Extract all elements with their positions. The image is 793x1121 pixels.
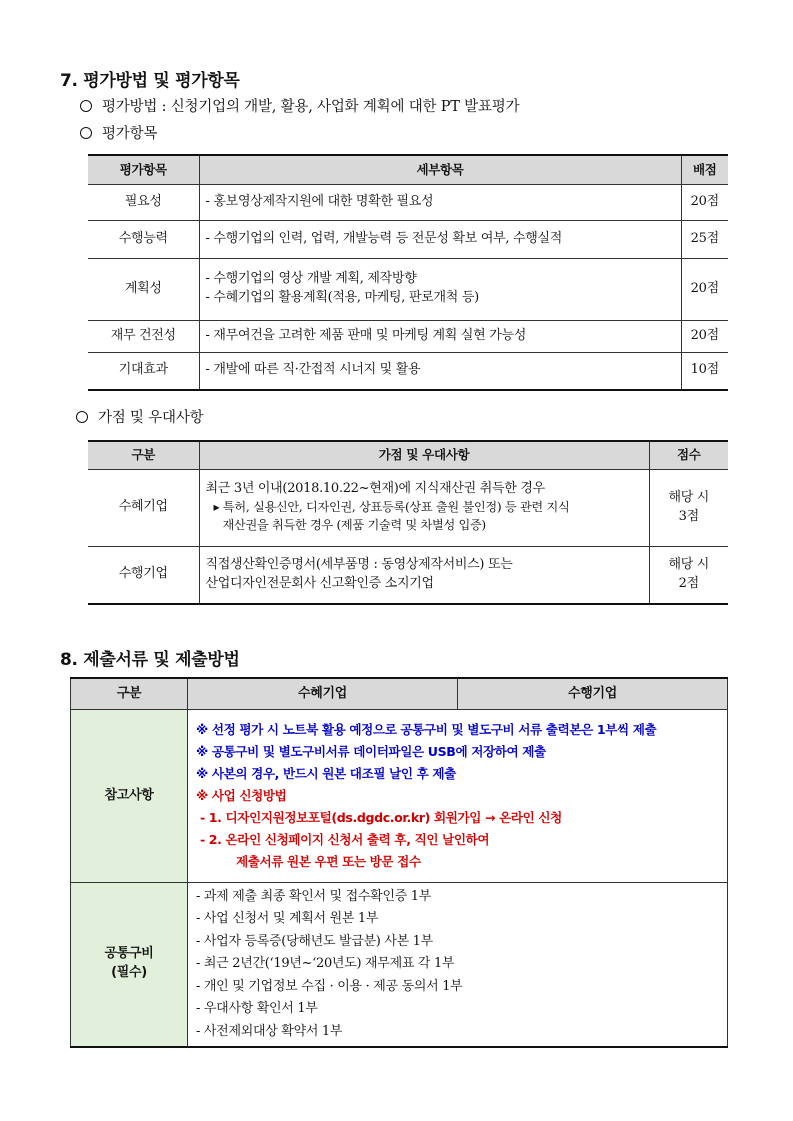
score-cell: 20점 bbox=[681, 258, 728, 320]
reference-notes-cell bbox=[188, 710, 728, 883]
submission-table bbox=[70, 677, 728, 1048]
table-row bbox=[71, 710, 728, 883]
header-category: 구분 bbox=[88, 441, 199, 469]
detail-cell bbox=[199, 258, 681, 320]
table-row bbox=[88, 352, 728, 390]
detail-line: - 개발에 따른 직·간접적 시너지 및 활용 bbox=[205, 362, 421, 378]
note-line: - 1. 디자인지원정보포털(ds.dgdc.or.kr) 회원가입 → 온라인 신청 bbox=[200, 810, 562, 825]
table-row bbox=[88, 546, 728, 604]
table-row bbox=[88, 258, 728, 320]
detail-line: - 홍보영상제작지원에 대한 명확한 필요성 bbox=[205, 193, 434, 209]
common-label-line: (필수) bbox=[111, 965, 147, 981]
detail-cell bbox=[199, 320, 681, 352]
detail-line: - 재무여건을 고려한 제품 판매 및 마케팅 계획 실현 가능성 bbox=[205, 327, 527, 343]
required-doc-item: - 사업자 등록증(당해년도 발급분) 사본 1부 bbox=[196, 933, 433, 949]
required-doc-item: - 우대사항 확인서 1부 bbox=[196, 1001, 318, 1016]
circle-bullet-icon bbox=[76, 411, 88, 423]
table-row bbox=[88, 220, 728, 258]
item-cell: 재무 건전성 bbox=[88, 320, 199, 352]
score-cell: 25점 bbox=[681, 220, 728, 258]
bonus-sub-line: 재산권을 취득한 경우 (제품 기술력 및 차별성 입증) bbox=[222, 517, 486, 532]
common-items-cell bbox=[188, 883, 728, 1047]
detail-cell bbox=[199, 352, 681, 390]
required-doc-item: - 개인 및 기업정보 수집 · 이용 · 제공 동의서 1부 bbox=[196, 978, 463, 994]
item-cell: 기대효과 bbox=[88, 352, 199, 390]
header-points: 점수 bbox=[649, 441, 728, 469]
reference-label: 참고사항 bbox=[71, 710, 188, 883]
bonus-line: 산업디자인전문회사 신고확인증 소지기업 bbox=[205, 575, 434, 591]
table-row bbox=[88, 469, 728, 546]
evaluation-items-bullet bbox=[80, 122, 157, 143]
common-label bbox=[71, 883, 188, 1047]
score-cell: 20점 bbox=[681, 184, 728, 220]
detail-cell bbox=[199, 184, 681, 220]
bonus-detail-cell bbox=[199, 546, 649, 604]
points-line: 해당 시 bbox=[668, 556, 710, 572]
item-cell: 필요성 bbox=[88, 184, 199, 220]
detail-cell bbox=[199, 220, 681, 258]
note-line: ※ 사본의 경우, 반드시 원본 대조필 날인 후 제출 bbox=[196, 766, 456, 781]
common-label-line: 공통구비 bbox=[104, 946, 154, 962]
points-cell bbox=[649, 546, 728, 604]
evaluation-table bbox=[88, 154, 728, 391]
table-row bbox=[71, 883, 728, 1047]
points-cell bbox=[649, 469, 728, 546]
section-8-title: 8. 제출서류 및 제출방법 bbox=[60, 650, 240, 670]
table-row bbox=[88, 320, 728, 352]
required-doc-item: - 과제 제출 최종 확인서 및 접수확인증 1부 bbox=[196, 888, 432, 904]
points-line: 해당 시 bbox=[668, 489, 710, 505]
bonus-line: 최근 3년 이내(2018.10.22~현재)에 지식재산권 취득한 경우 bbox=[205, 481, 545, 497]
evaluation-method-bullet bbox=[80, 95, 519, 116]
note-line: ※ 선정 평가 시 노트북 활용 예정으로 공통구비 및 별도구비 서류 출력본은 1부씩 제출 bbox=[196, 722, 657, 737]
bonus-sub-line: ▸ 특허, 실용신안, 디자인권, 상표등록(상표 출원 불인정) 등 관련 지식 bbox=[213, 500, 570, 515]
header-category: 구분 bbox=[71, 678, 188, 710]
points-line: 3점 bbox=[678, 508, 699, 524]
item-cell: 계획성 bbox=[88, 258, 199, 320]
note-line: ※ 사업 신청방법 bbox=[196, 788, 287, 803]
bonus-detail-cell bbox=[199, 469, 649, 546]
header-score: 배점 bbox=[681, 155, 728, 184]
detail-line: - 수행기업의 인력, 업력, 개발능력 등 전문성 확보 여부, 수행실적 bbox=[205, 230, 563, 246]
evaluation-method-text: 평가방법 : 신청기업의 개발, 활용, 사업화 계획에 대한 PT 발표평가 bbox=[102, 99, 520, 115]
note-line: ※ 공통구비 및 별도구비서류 데이터파일은 USB에 저장하여 제출 bbox=[196, 744, 546, 759]
points-line: 2점 bbox=[678, 575, 699, 591]
detail-line: - 수행기업의 영상 개발 계획, 제작방향 bbox=[205, 271, 417, 287]
header-beneficiary: 수혜기업 bbox=[188, 678, 458, 710]
header-detail-item: 세부항목 bbox=[199, 155, 681, 184]
required-doc-item: - 사전제외대상 확약서 1부 bbox=[196, 1023, 343, 1039]
header-performer: 수행기업 bbox=[458, 678, 728, 710]
circle-bullet-icon bbox=[80, 127, 92, 139]
category-cell: 수행기업 bbox=[88, 546, 199, 604]
required-doc-item: - 사업 신청서 및 계획서 원본 1부 bbox=[196, 911, 379, 926]
required-doc-item: - 최근 2년간(‘19년~‘20년도) 재무제표 각 1부 bbox=[196, 956, 455, 971]
bonus-bullet bbox=[76, 406, 203, 427]
bonus-table bbox=[88, 440, 728, 605]
category-cell: 수혜기업 bbox=[88, 469, 199, 546]
score-cell: 10점 bbox=[681, 352, 728, 390]
table-row bbox=[88, 184, 728, 220]
bonus-line: 직접생산확인증명서(세부품명 : 동영상제작서비스) 또는 bbox=[205, 556, 513, 572]
section-7-title: 7. 평가방법 및 평가항목 bbox=[60, 71, 240, 91]
note-line: - 2. 온라인 신청페이지 신청서 출력 후, 직인 날인하여 bbox=[200, 832, 490, 847]
header-evaluation-item: 평가항목 bbox=[88, 155, 199, 184]
note-line: 제출서류 원본 우편 또는 방문 접수 bbox=[236, 854, 421, 869]
header-bonus: 가점 및 우대사항 bbox=[199, 441, 649, 469]
bonus-text: 가점 및 우대사항 bbox=[98, 410, 204, 426]
evaluation-items-text: 평가항목 bbox=[102, 126, 158, 142]
circle-bullet-icon bbox=[80, 100, 92, 112]
detail-line: - 수혜기업의 활용계획(적용, 마케팅, 판로개척 등) bbox=[205, 290, 479, 305]
item-cell: 수행능력 bbox=[88, 220, 199, 258]
score-cell: 20점 bbox=[681, 320, 728, 352]
